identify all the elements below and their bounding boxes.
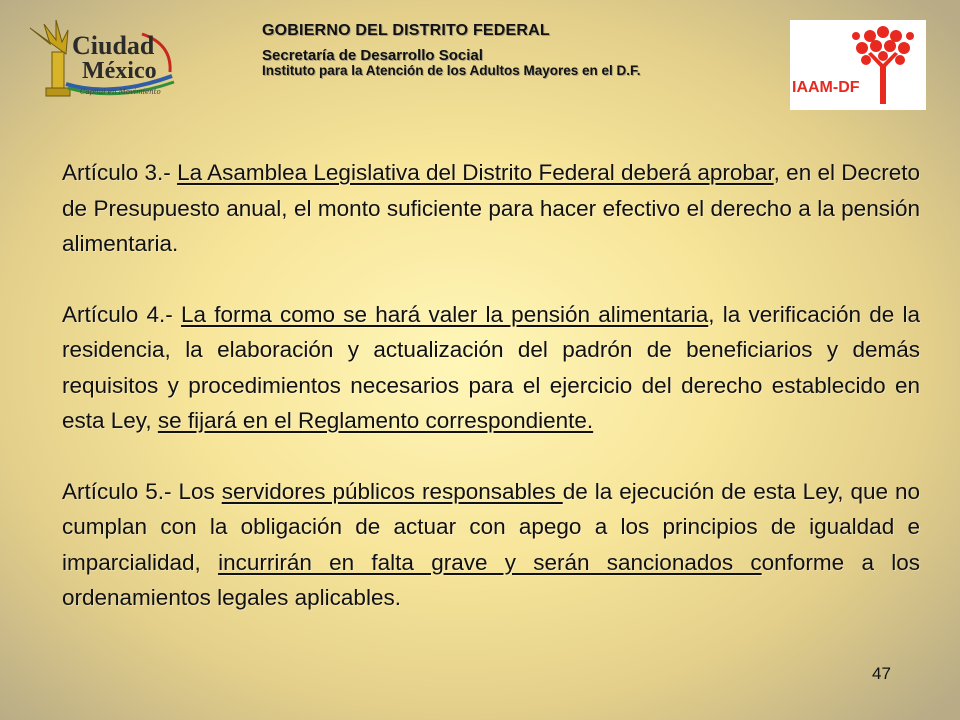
logo-tagline: Capital en Movimiento [80,88,161,96]
document-header [262,22,641,78]
gov-line: GOBIERNO DEL DISTRITO FEDERAL [262,22,550,39]
article-text-underlined: servidores públicos responsables [221,478,563,504]
ciudad-de-mexico-logo [22,14,182,102]
logo-line2: México [82,58,157,84]
article-label: Artículo 4.- [62,301,173,327]
article-label: Artículo 3.- [62,160,171,185]
article-3 [62,155,920,262]
article-text-underlined: incurrirán en falta grave y serán sancionados c [218,549,762,575]
iaam-df-text: IAAM-DF [792,79,860,96]
ciudad-de-mexico-logo-graphic [22,14,182,102]
articles-body [62,155,920,651]
secretaria-line: Secretaría de Desarrollo Social [262,47,483,64]
iaam-df-logo [790,20,926,110]
article-label: Artículo 5.- [62,478,172,504]
article-text: , la verificación de la residencia, la elaboración y actualización del padrón de beneficiarios y demás requisitos y procedimientos necesarios para el ejercicio del derecho establecido en esta Ley, [62,301,920,433]
article-text-underlined: La forma como se hará valer la pensión alimentaria [181,301,709,327]
article-text: Los [178,478,222,504]
article-text-underlined: se fijará en el Reglamento correspondiente. [157,408,594,433]
article-4 [62,297,920,439]
logo-line1: Ciudad [72,31,155,60]
iaam-df-tree-icon [790,20,926,110]
article-5 [62,474,920,616]
article-text: , en el Decreto de Presupuesto anual, el monto suficiente para hacer efectivo el derecho a la pensión alimentaria. [62,160,920,256]
article-text-underlined: La Asamblea Legislativa del Distrito Federal deberá aprobar [177,160,774,185]
instituto-line: Instituto para la Atención de los Adultos Mayores en el D.F. [262,63,641,78]
page-number: 47 [872,664,891,683]
article-text: onforme a los ordenamientos legales aplicables. [62,549,920,610]
article-text: de la ejecución de esta Ley, que no cumplan con la obligación de actuar con apego a los principios de igualdad e imparcialidad, [62,478,921,575]
